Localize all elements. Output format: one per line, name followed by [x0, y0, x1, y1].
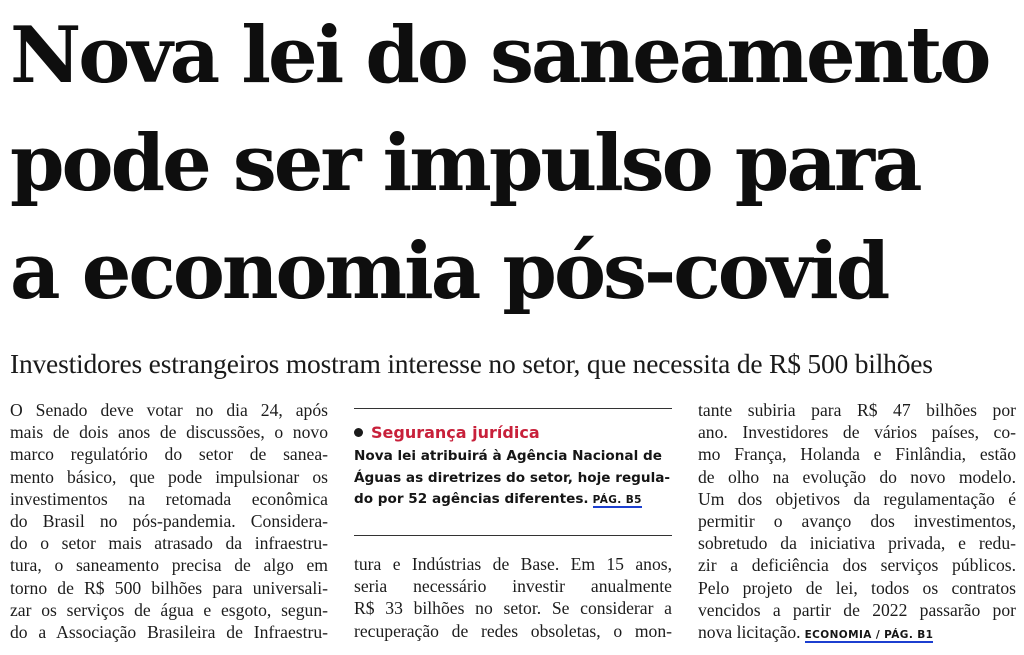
text-line: sobretudo da iniciativa privada, e redu-: [698, 533, 1016, 554]
economia-page-link[interactable]: ECONOMIA / PÁG. B1: [804, 628, 934, 641]
article-column-2: [354, 553, 672, 642]
sidebar-text: [354, 446, 672, 512]
sidebar-line: Nova lei atribuirá à Agência Nacional de: [354, 448, 662, 464]
text-line: torno de R$ 500 bilhões para universali-: [10, 577, 328, 598]
text-line: tura, o saneamento precisa de algo em: [10, 555, 328, 576]
sidebar-box: [354, 408, 672, 536]
text-line-last: [698, 621, 1016, 643]
text-line-text: nova licitação.: [698, 621, 801, 642]
text-line: Pelo projeto de lei, todos os contratos: [698, 577, 1016, 598]
text-line: do a Associação Brasileira de Infraestru-: [10, 621, 328, 642]
text-line: mais de dois anos de discussões, o novo: [10, 422, 328, 443]
text-line: marco regulatório do setor de sanea-: [10, 444, 328, 465]
text-line: vencidos a partir de 2022 passarão por: [698, 599, 1016, 620]
text-line: recuperação de redes obsoletas, o mon-: [354, 620, 672, 641]
text-line: mento básico, que pode impulsionar os: [10, 466, 328, 487]
text-line: mo França, Holanda e Finlândia, estão: [698, 444, 1016, 465]
text-line: tante subiria para R$ 47 bilhões por: [698, 400, 1016, 420]
text-line: do Brasil no pós-pandemia. Considera-: [10, 510, 328, 531]
headline: [10, 2, 1014, 326]
headline-line: a economia pós-covid: [10, 226, 888, 317]
text-line: R$ 33 bilhões no setor. Se considerar a: [354, 598, 672, 619]
article-column-3: [698, 399, 1016, 643]
text-line: de olho na evolução do novo modelo.: [698, 466, 1016, 487]
text-line: O Senado deve votar no dia 24, após: [10, 400, 328, 420]
sidebar-line-last: [354, 489, 672, 512]
sidebar-page-link[interactable]: PÁG. B5: [592, 494, 642, 506]
text-line: seria necessário investir anualmente: [354, 576, 672, 597]
headline-line: pode ser impulso para: [10, 118, 920, 209]
text-line: zar os serviços de água e esgoto, segun-: [10, 599, 328, 620]
sidebar-line-text: do por 52 agências diferentes.: [354, 491, 589, 507]
subheadline: Investidores estrangeiros mostram interesse no setor, que necessita de R$ 500 bilhões: [10, 348, 933, 379]
article-column-1: [10, 399, 328, 643]
headline-line: Nova lei do saneamento: [10, 10, 989, 101]
sidebar-title-text: Segurança jurídica: [371, 423, 540, 442]
text-line: zir a deficiência dos serviços públicos.: [698, 555, 1016, 576]
text-line: permitir o avanço dos investimentos,: [698, 510, 1016, 531]
bullet-icon: [354, 428, 363, 437]
sidebar-title: [354, 423, 672, 443]
sidebar-line: Águas as diretrizes do setor, hoje regula-: [354, 469, 671, 486]
text-line: ano. Investidores de vários países, co-: [698, 422, 1016, 443]
text-line: tura e Indústrias de Base. Em 15 anos,: [354, 554, 672, 574]
text-line: investimentos na retomada econômica: [10, 488, 328, 509]
bottom-divider: [354, 535, 672, 536]
text-line: Um dos objetivos da regulamentação é: [698, 488, 1016, 509]
text-line: do o setor mais atrasado da infraestru-: [10, 533, 328, 554]
top-divider: [354, 408, 672, 409]
